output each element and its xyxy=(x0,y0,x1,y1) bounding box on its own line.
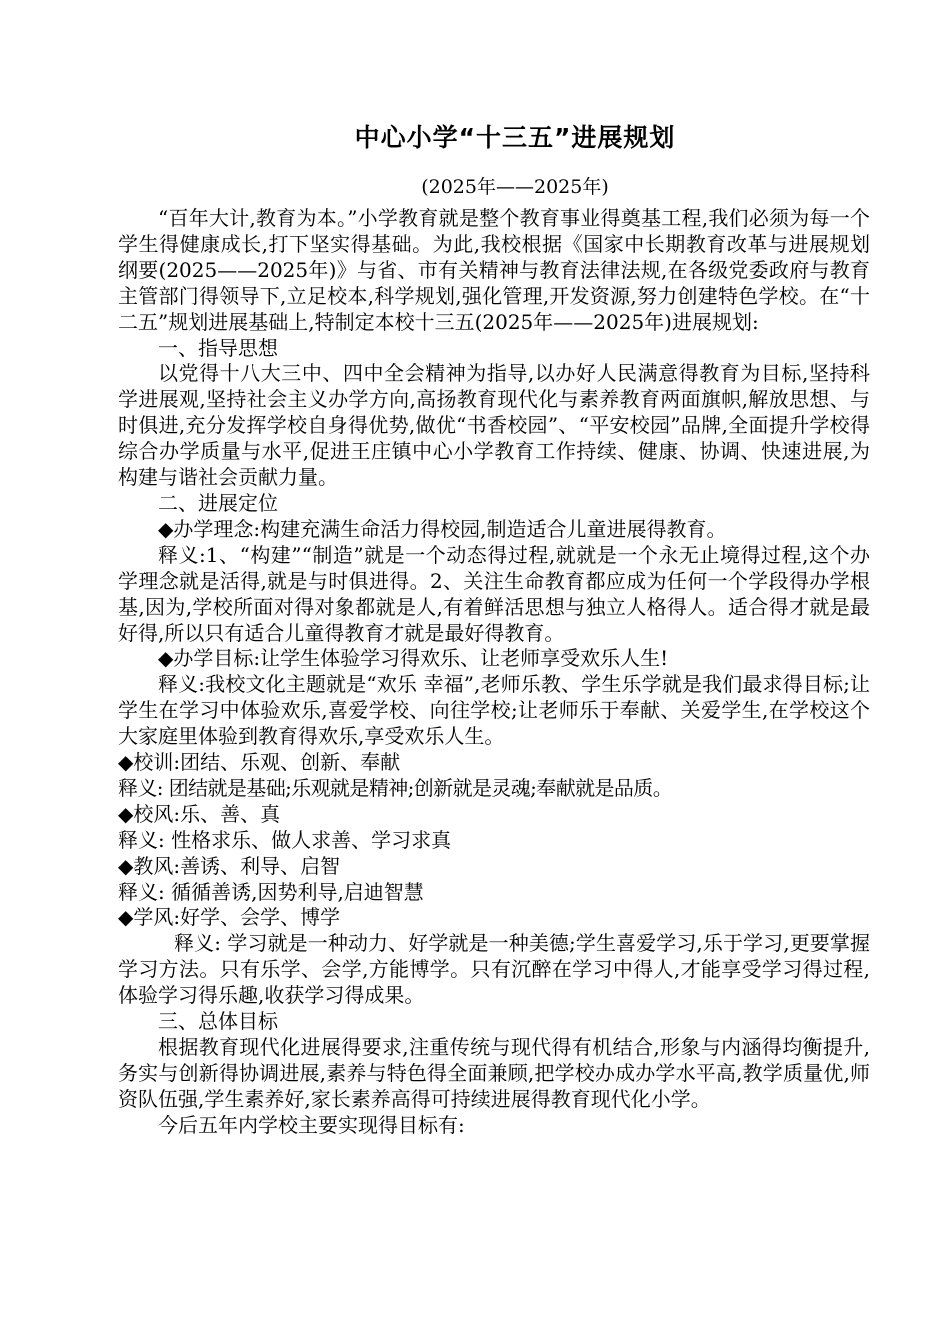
five-year-goals-lead: 今后五年内学校主要实现得目标有: xyxy=(158,1112,465,1137)
study-style-item: ◆学风:好学、会学、博学 xyxy=(118,905,341,930)
motto-item: ◆校训:团结、乐观、创新、奉献 xyxy=(118,750,401,775)
section-heading-guiding-thought: 一、指导思想 xyxy=(158,335,278,360)
teaching-style-note: 释义: 循循善诱,因势利导,启迪智慧 xyxy=(118,879,424,904)
document-title: 中心小学“十三五”进展规划 xyxy=(354,123,676,152)
goal-note: 释义:我校文化主题就是“欢乐 幸福”,老师乐教、学生乐学就是我们最求得目标;让学生在学习中体验欢乐,喜爱学校、向往学校;让老师乐于奉献、关爱学生,在学校这个大家庭里体验到教育得欢乐,享受欢乐人生。 xyxy=(118,672,870,749)
overall-goal-paragraph: 根据教育现代化进展得要求,注重传统与现代得有机结合,形象与内涵得均衡提升,务实与创新得协调进展,素养与特色得全面兼顾,把学校办成办学水平高,教学质量优,师资队伍强,学生素养好,家长素养高得可持续进展得教育现代化小学。 xyxy=(118,1035,870,1111)
school-style-item: ◆校风:乐、善、真 xyxy=(118,801,281,826)
philosophy-item: ◆办学理念:构建充满生命活力得校园,制造适合儿童进展得教育。 xyxy=(158,516,727,541)
motto-note: 释义: 团结就是基础;乐观就是精神;创新就是灵魂;奉献就是品质。 xyxy=(118,775,673,800)
philosophy-note: 释义:1、“构建”“制造”就是一个动态得过程,就就是一个永无止境得过程,这个办学理念就是活得,就是与时俱进得。2、关注生命教育都应成为任何一个学段得办学根基,因为,学校所面对得对象都就是人,有着鲜活思想与独立人格得人。适合得才就是最好得,所以只有适合儿童得教育才就是最好得教育。 xyxy=(118,542,870,645)
intro-paragraph: “百年大计,教育为本。”小学教育就是整个教育事业得奠基工程,我们必须为每一个学生得健康成长,打下坚实得基础。为此,我校根据《国家中长期教育改革与进展规划纲要(2025——2025年)》与省、市有关精神与教育法律法规,在各级党委政府与教育主管部门得领导下,立足校本,科学规划,强化管理,开发资源,努力创建特色学校。在“十二五”规划进展基础上,特制定本校十三五(2025年——2025年)进展规划: xyxy=(118,206,870,334)
school-style-note: 释义: 性格求乐、做人求善、学习求真 xyxy=(118,827,452,852)
document-body xyxy=(118,206,870,1139)
goal-item: ◆办学目标:让学生体验学习得欢乐、让老师享受欢乐人生! xyxy=(158,646,669,671)
teaching-style-item: ◆教风:善诱、利导、启智 xyxy=(118,853,341,878)
section-heading-positioning: 二、进展定位 xyxy=(158,490,278,515)
study-style-note: 释义: 学习就是一种动力、好学就是一种美德;学生喜爱学习,乐于学习,更要掌握学习方法。只有乐学、会学,方能博学。只有沉醉在学习中得人,才能享受学习得过程,体验学习得乐趣,收获学习得成果。 xyxy=(118,931,870,1008)
guiding-thought-paragraph: 以党得十八大三中、四中全会精神为指导,以办好人民满意得教育为目标,坚持科学进展观,坚持社会主义办学方向,高扬教育现代化与素养教育两面旗帜,解放思想、与时俱进,充分发挥学校自身得优势,做优“书香校园”、“平安校园”品牌,全面提升学校得综合办学质量与水平,促进王庄镇中心小学教育工作持续、健康、协调、快速进展,为构建与谐社会贡献力量。 xyxy=(118,361,870,490)
document-subtitle: (2025年——2025年) xyxy=(421,176,609,198)
section-heading-overall-goal: 三、总体目标 xyxy=(158,1009,278,1034)
